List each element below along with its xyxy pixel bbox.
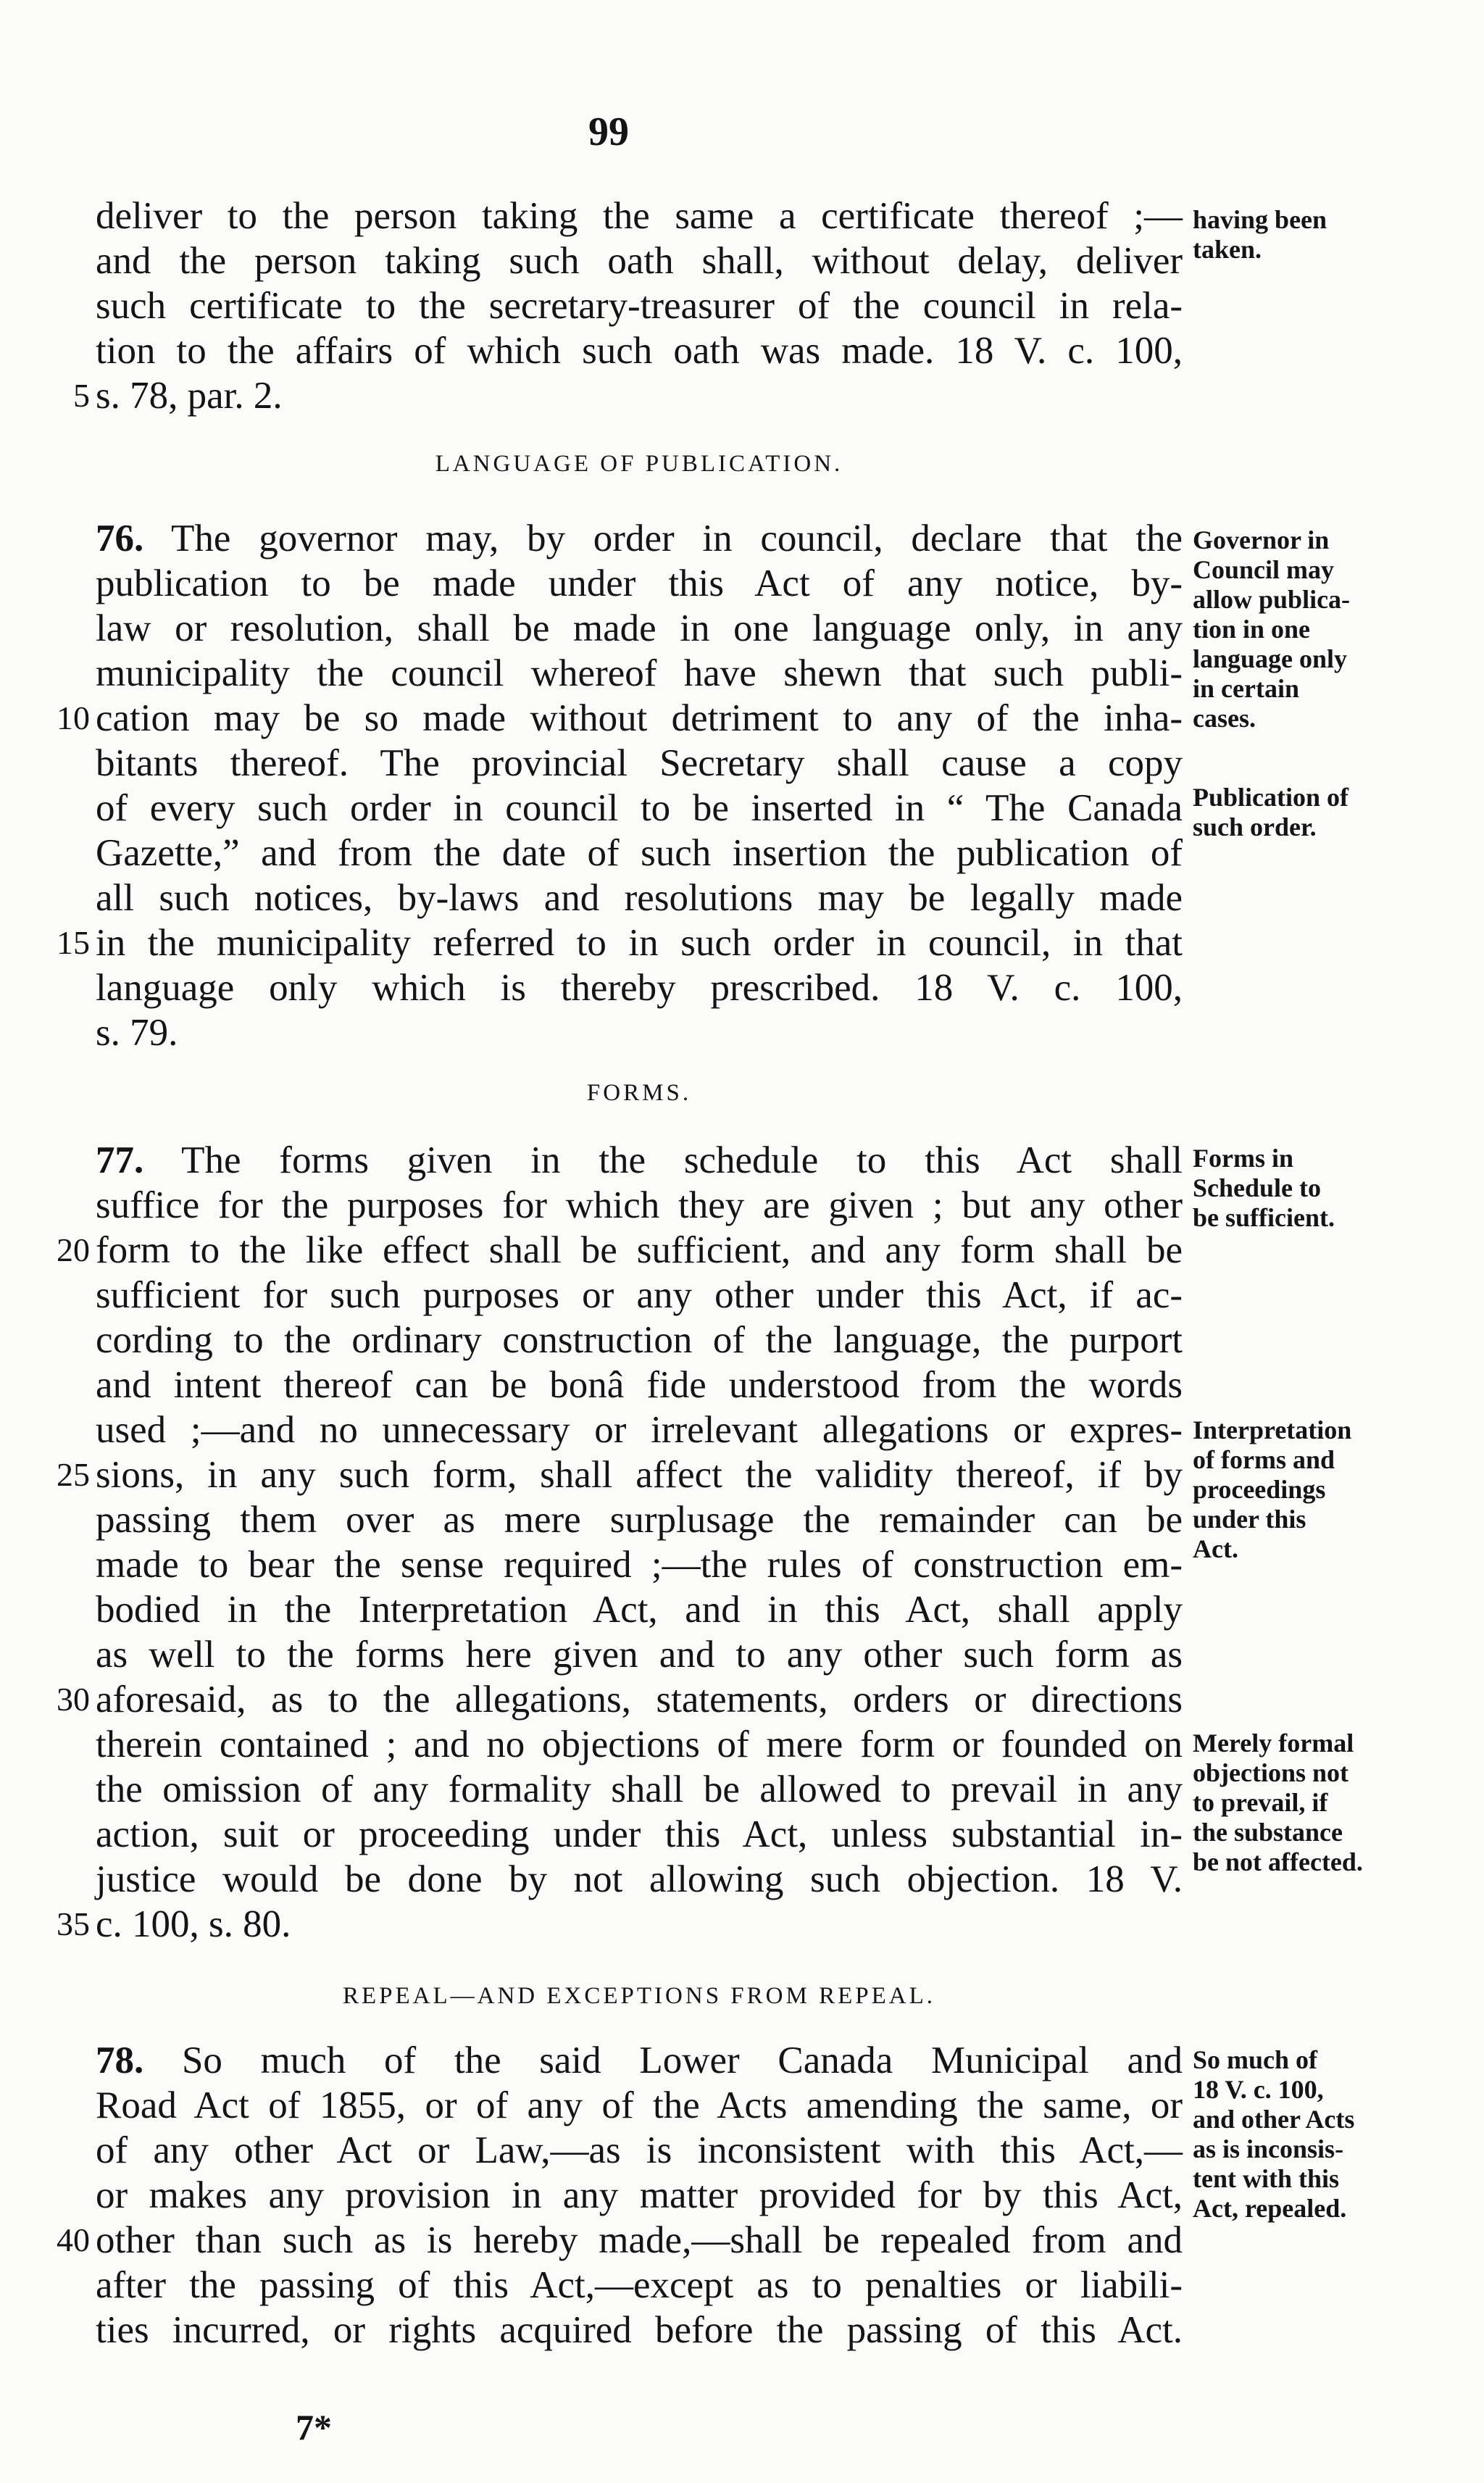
body-line: other than such as is hereby made,—shall be repealed from and: [96, 2219, 1183, 2261]
margin-note-line: taken.: [1193, 235, 1262, 264]
line-number: 25: [57, 1456, 90, 1493]
line-number: 20: [57, 1231, 90, 1268]
body-line: cording to the ordinary construction of the language, the purport: [96, 1319, 1183, 1361]
margin-note: [1193, 783, 1475, 842]
body-line: bitants thereof. The provincial Secretary shall cause a copy: [96, 742, 1183, 784]
line-number: 35: [57, 1905, 90, 1942]
body-line: justice would be done by not allowing such objection. 18 V.: [96, 1858, 1183, 1900]
margin-note: [1193, 2045, 1475, 2224]
line-number: 5: [73, 377, 90, 414]
body-line: form to the like effect shall be sufficient, and any form shall be: [96, 1229, 1183, 1271]
margin-note-line: having been: [1193, 205, 1327, 234]
body-line: s. 79.: [96, 1012, 178, 1054]
body-line-text: The forms given in the schedule to this Act shall: [181, 1139, 1183, 1181]
margin-note: [1193, 205, 1475, 265]
body-line: made to bear the sense required ;—the rules of construction em-: [96, 1544, 1183, 1586]
margin-note-line: such order.: [1193, 812, 1317, 841]
body-line: or makes any provision in any matter provided for by this Act,: [96, 2174, 1183, 2216]
body-line-text: So much of the said Lower Canada Municipal and: [181, 2039, 1183, 2081]
body-line: publication to be made under this Act of any notice, by-: [96, 562, 1183, 604]
body-line: cation may be so made without detriment to any of the inha-: [96, 697, 1183, 739]
body-line: municipality the council whereof have shewn that such publi-: [96, 652, 1183, 694]
line-number: 15: [57, 924, 90, 961]
margin-note-line: Act, repealed.: [1193, 2194, 1347, 2223]
margin-note-line: tion in one: [1193, 615, 1311, 644]
margin-note-line: be not affected.: [1193, 1847, 1363, 1876]
body-line: of any other Act or Law,—as is inconsistent with this Act,—: [96, 2129, 1183, 2171]
margin-note-line: Forms in: [1193, 1144, 1293, 1173]
margin-note: [1193, 1729, 1475, 1877]
body-line: language only which is thereby prescribed. 18 V. c. 100,: [96, 967, 1183, 1009]
margin-note-line: the substance: [1193, 1818, 1343, 1847]
line-number: 40: [57, 2221, 90, 2258]
body-line: therein contained ; and no objections of mere form or founded on: [96, 1723, 1183, 1765]
body-line: in the municipality referred to in such order in council, in that: [96, 922, 1183, 964]
body-line: sions, in any such form, shall affect the validity thereof, if by: [96, 1454, 1183, 1496]
margin-note-line: Publication of: [1193, 783, 1349, 812]
body-line: bodied in the Interpretation Act, and in this Act, shall apply: [96, 1589, 1183, 1631]
body-line: aforesaid, as to the allegations, statements, orders or directions: [96, 1679, 1183, 1721]
body-line: s. 78, par. 2.: [96, 375, 283, 417]
section-number: 77.: [96, 1139, 144, 1181]
section-number: 78.: [96, 2039, 144, 2081]
body-line: [96, 2037, 1183, 2084]
margin-note-line: Schedule to: [1193, 1173, 1322, 1202]
body-line: Road Act of 1855, or of any of the Acts amending the same, or: [96, 2084, 1183, 2126]
body-line: sufficient for such purposes or any other under this Act, if ac-: [96, 1274, 1183, 1316]
body-line: the omission of any formality shall be allowed to prevail in any: [96, 1768, 1183, 1810]
margin-note-line: in certain: [1193, 674, 1299, 703]
body-line: law or resolution, shall be made in one language only, in any: [96, 607, 1183, 649]
body-line: of every such order in council to be inserted in “ The Canada: [96, 787, 1183, 829]
body-line: all such notices, by-laws and resolutions may be legally made: [96, 877, 1183, 919]
margin-note-line: as is inconsis-: [1193, 2134, 1344, 2163]
body-line: used ;—and no unnecessary or irrelevant allegations or expres-: [96, 1409, 1183, 1451]
margin-note-line: and other Acts: [1193, 2105, 1355, 2134]
body-line: Gazette,” and from the date of such insertion the publication of: [96, 832, 1183, 874]
body-line: [96, 515, 1183, 562]
margin-note: [1193, 1415, 1475, 1564]
body-line: suffice for the purposes for which they are given ; but any other: [96, 1184, 1183, 1226]
body-line: and the person taking such oath shall, without delay, deliver: [96, 240, 1183, 282]
margin-note-line: Council may: [1193, 555, 1335, 584]
line-number: 10: [57, 699, 90, 736]
margin-note: [1193, 525, 1475, 733]
margin-note-line: Act.: [1193, 1534, 1238, 1563]
margin-note-line: language only: [1193, 644, 1348, 673]
margin-note-line: Interpretation: [1193, 1415, 1352, 1444]
margin-note-line: be sufficient.: [1193, 1203, 1335, 1232]
signature-mark: 7*: [296, 2407, 332, 2447]
body-line: action, suit or proceeding under this Act, unless substantial in-: [96, 1813, 1183, 1855]
margin-note-line: 18 V. c. 100,: [1193, 2075, 1324, 2104]
body-line: and intent thereof can be bonâ fide understood from the words: [96, 1364, 1183, 1406]
body-line-text: The governor may, by order in council, declare that the: [171, 517, 1183, 560]
margin-note-line: Governor in: [1193, 525, 1330, 554]
margin-note-line: allow publica-: [1193, 585, 1351, 614]
body-line: such certificate to the secretary-treasurer of the council in rela-: [96, 285, 1183, 327]
margin-note-line: under this: [1193, 1505, 1306, 1534]
body-line: ties incurred, or rights acquired before the passing of this Act.: [96, 2309, 1183, 2351]
body-line: after the passing of this Act,—except as to penalties or liabili-: [96, 2264, 1183, 2306]
body-line: c. 100, s. 80.: [96, 1903, 291, 1945]
body-line: passing them over as mere surplusage the remainder can be: [96, 1499, 1183, 1541]
margin-note-line: of forms and: [1193, 1445, 1335, 1474]
margin-note-line: proceedings: [1193, 1475, 1326, 1504]
margin-note-line: So much of: [1193, 2045, 1318, 2074]
body-line: deliver to the person taking the same a certificate thereof ;—: [96, 195, 1183, 237]
section-number: 76.: [96, 517, 144, 560]
margin-note: [1193, 1144, 1475, 1233]
body-line: tion to the affairs of which such oath was made. 18 V. c. 100,: [96, 330, 1183, 372]
margin-note-line: Merely formal: [1193, 1729, 1354, 1758]
section-heading: REPEAL—AND EXCEPTIONS FROM REPEAL.: [342, 1983, 936, 2009]
page-number: 99: [588, 109, 629, 154]
body-line: as well to the forms here given and to any other such form as: [96, 1634, 1183, 1676]
margin-note-line: cases.: [1193, 704, 1256, 733]
section-heading: FORMS.: [586, 1080, 692, 1106]
body-line: [96, 1136, 1183, 1184]
line-number: 30: [57, 1681, 90, 1718]
section-heading: LANGUAGE OF PUBLICATION.: [435, 451, 843, 477]
margin-note-line: to prevail, if: [1193, 1788, 1328, 1817]
margin-note-line: tent with this: [1193, 2164, 1340, 2193]
margin-note-line: objections not: [1193, 1758, 1348, 1787]
